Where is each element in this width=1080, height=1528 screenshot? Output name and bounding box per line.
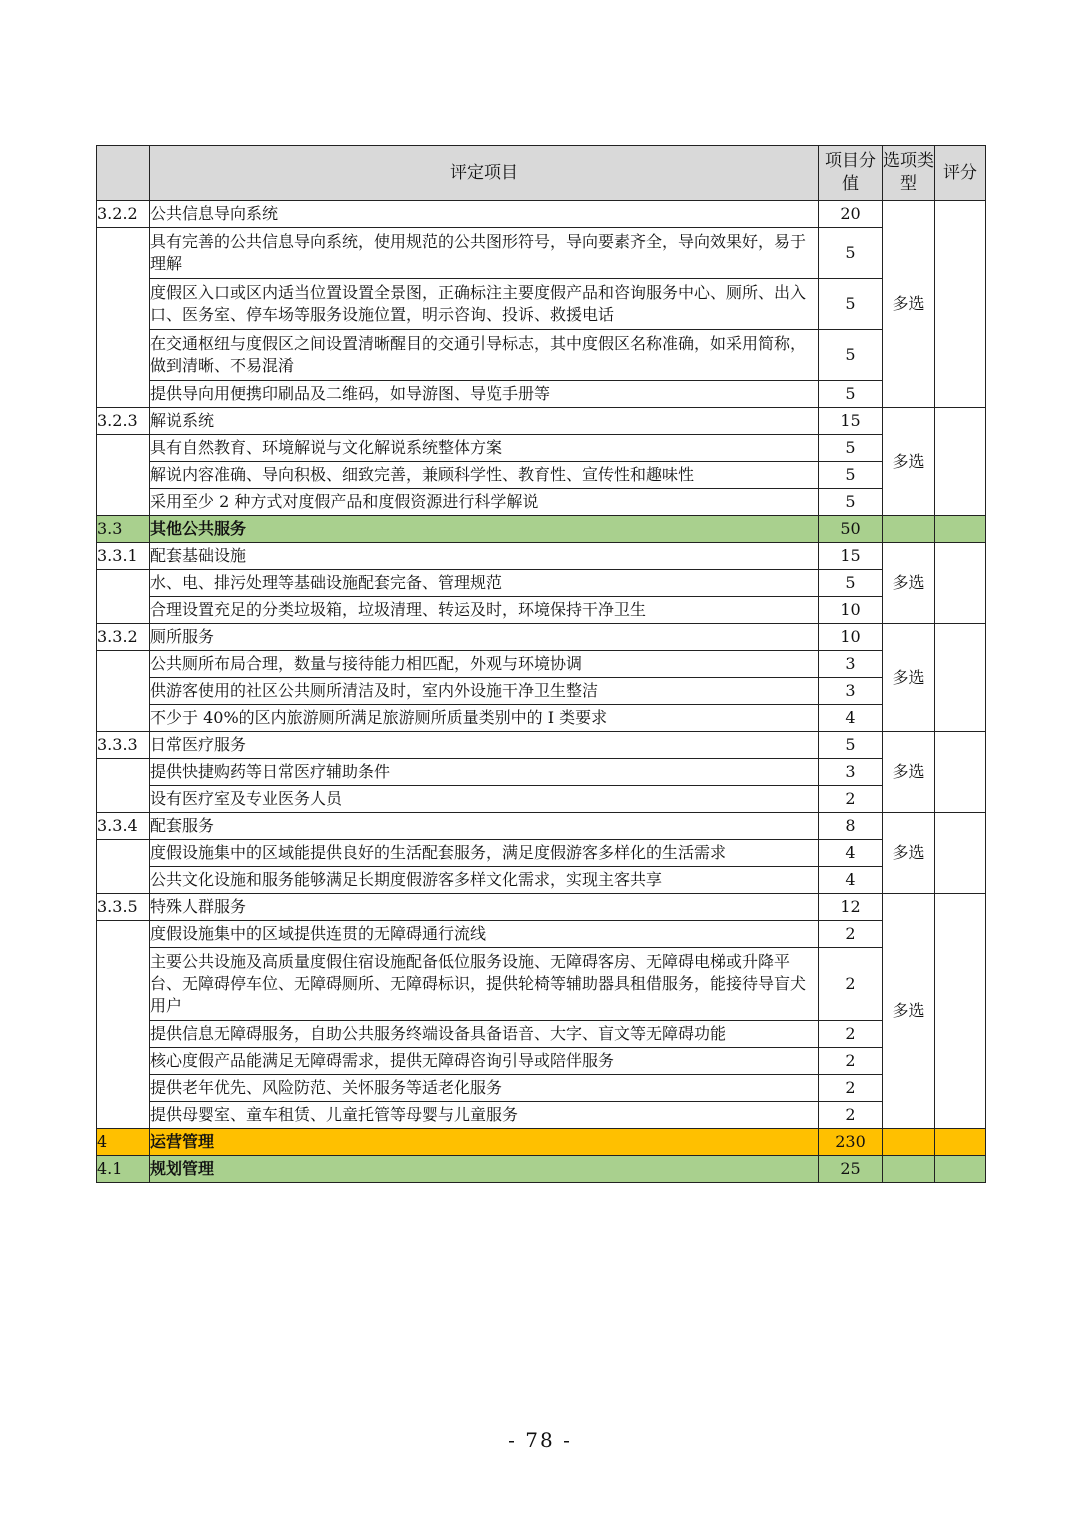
row-item: 运营管理 [150, 1129, 819, 1156]
row-score: 5 [819, 570, 883, 597]
row-score: 5 [819, 462, 883, 489]
table-row [97, 462, 986, 489]
table-row [97, 330, 986, 381]
header-item: 评定项目 [150, 146, 819, 201]
row-code: 3.2.2 [97, 201, 150, 228]
score-table [96, 145, 986, 1183]
rating-cell[interactable] [935, 201, 986, 408]
table-row [97, 678, 986, 705]
rating-cell[interactable] [935, 894, 986, 1129]
row-item: 度假区入口或区内适当位置设置全景图，正确标注主要度假产品和咨询服务中心、厕所、出入口、医务室、停车场等服务设施位置，明示咨询、投诉、救援电话 [150, 279, 819, 330]
row-score: 5 [819, 381, 883, 408]
chapter-row [97, 1129, 986, 1156]
table-row [97, 921, 986, 948]
table-row [97, 489, 986, 516]
type-cell: 多选 [883, 732, 935, 813]
table-row [97, 840, 986, 867]
row-code [97, 435, 150, 516]
row-score: 2 [819, 948, 883, 1021]
row-code: 4.1 [97, 1156, 150, 1183]
row-code: 3.3.2 [97, 624, 150, 651]
table-row [97, 948, 986, 1021]
rating-cell[interactable] [935, 1129, 986, 1156]
row-score: 2 [819, 1102, 883, 1129]
row-item: 特殊人群服务 [150, 894, 819, 921]
row-item: 公共信息导向系统 [150, 201, 819, 228]
row-score: 25 [819, 1156, 883, 1183]
row-score: 10 [819, 597, 883, 624]
header-rating: 评分 [935, 146, 986, 201]
type-cell: 多选 [883, 894, 935, 1129]
row-item: 核心度假产品能满足无障碍需求，提供无障碍咨询引导或陪伴服务 [150, 1048, 819, 1075]
table-row [97, 435, 986, 462]
table-row [97, 1021, 986, 1048]
table-row [97, 786, 986, 813]
table-row [97, 408, 986, 435]
row-score: 20 [819, 201, 883, 228]
rating-cell[interactable] [935, 813, 986, 894]
row-score: 10 [819, 624, 883, 651]
row-item: 水、电、排污处理等基础设施配套完备、管理规范 [150, 570, 819, 597]
type-cell: 多选 [883, 624, 935, 732]
table-row [97, 597, 986, 624]
row-item: 具有自然教育、环境解说与文化解说系统整体方案 [150, 435, 819, 462]
row-code [97, 651, 150, 732]
row-score: 4 [819, 705, 883, 732]
row-score: 3 [819, 759, 883, 786]
row-code [97, 228, 150, 408]
row-item: 解说系统 [150, 408, 819, 435]
rating-cell[interactable] [935, 732, 986, 813]
row-score: 50 [819, 516, 883, 543]
type-cell [883, 1156, 935, 1183]
table-row [97, 279, 986, 330]
row-item: 提供导向用便携印刷品及二维码，如导游图、导览手册等 [150, 381, 819, 408]
row-item: 提供快捷购药等日常医疗辅助条件 [150, 759, 819, 786]
row-score: 8 [819, 813, 883, 840]
row-code: 3.3.4 [97, 813, 150, 840]
row-score: 2 [819, 1021, 883, 1048]
type-cell [883, 516, 935, 543]
table-row [97, 570, 986, 597]
table-row [97, 759, 986, 786]
table-row [97, 894, 986, 921]
row-score: 5 [819, 279, 883, 330]
type-cell: 多选 [883, 408, 935, 516]
header-score: 项目分值 [819, 146, 883, 201]
row-score: 15 [819, 543, 883, 570]
row-item: 设有医疗室及专业医务人员 [150, 786, 819, 813]
row-code: 3.3.1 [97, 543, 150, 570]
row-score: 3 [819, 678, 883, 705]
row-score: 12 [819, 894, 883, 921]
row-score: 230 [819, 1129, 883, 1156]
row-code [97, 921, 150, 1129]
table-row [97, 867, 986, 894]
row-item: 公共厕所布局合理，数量与接待能力相匹配，外观与环境协调 [150, 651, 819, 678]
row-score: 15 [819, 408, 883, 435]
row-code [97, 570, 150, 624]
page-number: - 78 - [508, 1428, 572, 1452]
row-item: 供游客使用的社区公共厕所清洁及时，室内外设施干净卫生整洁 [150, 678, 819, 705]
type-cell: 多选 [883, 201, 935, 408]
row-item: 厕所服务 [150, 624, 819, 651]
table-row [97, 624, 986, 651]
row-score: 5 [819, 228, 883, 279]
row-code [97, 759, 150, 813]
row-item: 不少于 40%的区内旅游厕所满足旅游厕所质量类别中的 I 类要求 [150, 705, 819, 732]
table-row [97, 1075, 986, 1102]
row-score: 5 [819, 330, 883, 381]
row-score: 3 [819, 651, 883, 678]
row-item: 提供老年优先、风险防范、关怀服务等适老化服务 [150, 1075, 819, 1102]
row-score: 4 [819, 840, 883, 867]
row-item: 在交通枢纽与度假区之间设置清晰醒目的交通引导标志，其中度假区名称准确，如采用简称，做到清晰、不易混淆 [150, 330, 819, 381]
row-score: 2 [819, 921, 883, 948]
section-row [97, 516, 986, 543]
header-type: 选项类型 [883, 146, 935, 201]
row-code: 3.2.3 [97, 408, 150, 435]
table-row [97, 543, 986, 570]
table-row [97, 732, 986, 759]
row-code [97, 840, 150, 894]
table-row [97, 381, 986, 408]
type-cell: 多选 [883, 813, 935, 894]
row-item: 提供母婴室、童车租赁、儿童托管等母婴与儿童服务 [150, 1102, 819, 1129]
row-score: 2 [819, 1075, 883, 1102]
type-cell: 多选 [883, 543, 935, 624]
row-item: 公共文化设施和服务能够满足长期度假游客多样文化需求，实现主客共享 [150, 867, 819, 894]
section-row [97, 1156, 986, 1183]
row-item: 日常医疗服务 [150, 732, 819, 759]
row-item: 解说内容准确、导向积极、细致完善，兼顾科学性、教育性、宣传性和趣味性 [150, 462, 819, 489]
table-row [97, 651, 986, 678]
rating-cell[interactable] [935, 1156, 986, 1183]
rating-cell[interactable] [935, 408, 986, 516]
row-score: 5 [819, 732, 883, 759]
table-row [97, 1048, 986, 1075]
row-code: 3.3.3 [97, 732, 150, 759]
row-item: 采用至少 2 种方式对度假产品和度假资源进行科学解说 [150, 489, 819, 516]
row-item: 合理设置充足的分类垃圾箱，垃圾清理、转运及时，环境保持干净卫生 [150, 597, 819, 624]
row-item: 配套基础设施 [150, 543, 819, 570]
row-code: 3.3.5 [97, 894, 150, 921]
row-item: 提供信息无障碍服务，自助公共服务终端设备具备语音、大字、盲文等无障碍功能 [150, 1021, 819, 1048]
row-code: 4 [97, 1129, 150, 1156]
row-item: 规划管理 [150, 1156, 819, 1183]
row-score: 5 [819, 435, 883, 462]
rating-cell[interactable] [935, 624, 986, 732]
row-score: 2 [819, 1048, 883, 1075]
rating-cell[interactable] [935, 543, 986, 624]
table-row [97, 1102, 986, 1129]
header-code [97, 146, 150, 201]
row-item: 其他公共服务 [150, 516, 819, 543]
row-item: 度假设施集中的区域提供连贯的无障碍通行流线 [150, 921, 819, 948]
row-item: 具有完善的公共信息导向系统，使用规范的公共图形符号，导向要素齐全，导向效果好，易于理解 [150, 228, 819, 279]
row-code: 3.3 [97, 516, 150, 543]
row-item: 主要公共设施及高质量度假住宿设施配备低位服务设施、无障碍客房、无障碍电梯或升降平台、无障碍停车位、无障碍厕所、无障碍标识，提供轮椅等辅助器具租借服务，能接待导盲犬用户 [150, 948, 819, 1021]
row-item: 度假设施集中的区域能提供良好的生活配套服务，满足度假游客多样化的生活需求 [150, 840, 819, 867]
table-row [97, 201, 986, 228]
table-row [97, 228, 986, 279]
row-item: 配套服务 [150, 813, 819, 840]
header-row [97, 146, 986, 201]
table-row [97, 813, 986, 840]
row-score: 2 [819, 786, 883, 813]
type-cell [883, 1129, 935, 1156]
row-score: 5 [819, 489, 883, 516]
table-row [97, 705, 986, 732]
rating-cell[interactable] [935, 516, 986, 543]
row-score: 4 [819, 867, 883, 894]
